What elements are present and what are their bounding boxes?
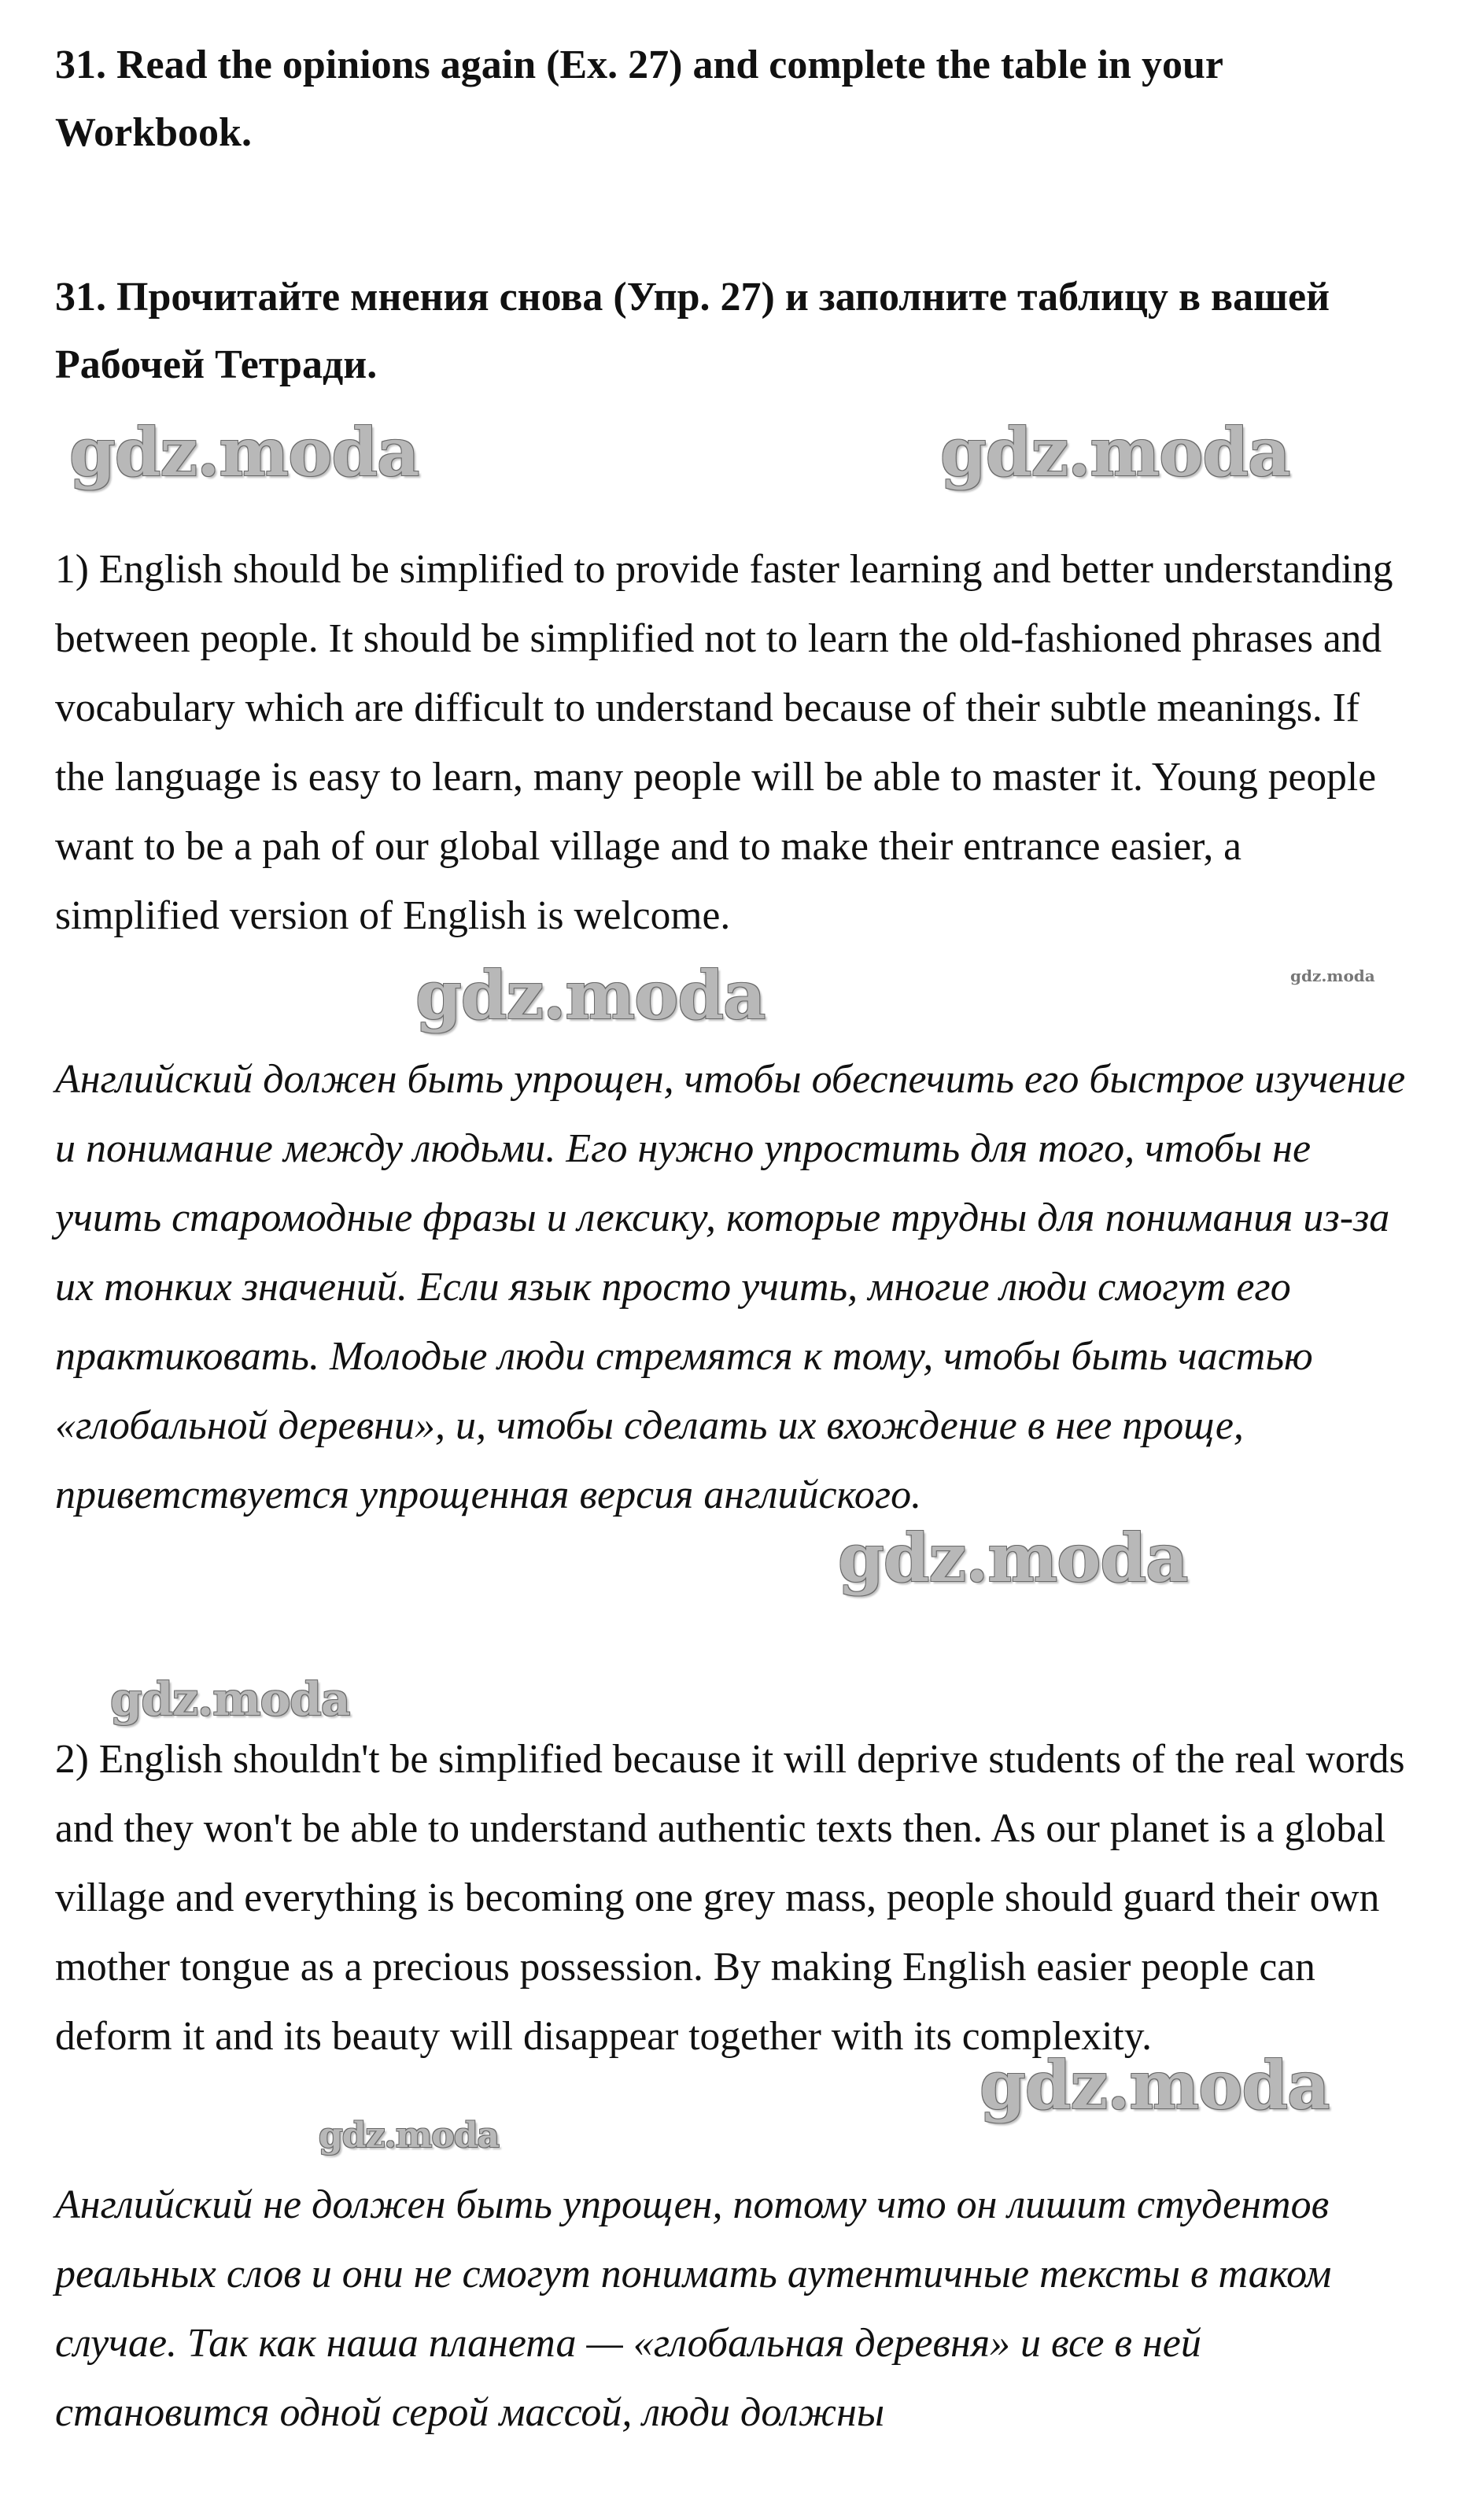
task-heading-ru: 31. Прочитайте мнения снова (Упр. 27) и заполните таблицу в вашей Рабочей Тетради. xyxy=(55,275,1330,387)
opinion-1-russian: Английский должен быть упрощен, чтобы обеспечить его быстрое изучение и понимание между людьми. Его нужно упростить для того, чтобы не учить старомодные фразы и лексику, которые трудны для понимания из-за их тонких значений. Если язык просто учить, многие люди смогут его практиковать. Молодые люди стремятся к тому, чтобы быть частью «глобальной деревни», и, чтобы сделать их вхождение в нее проще, приветствуется упрощенная версия английского. xyxy=(55,1057,1406,1517)
opinion-2-russian: Английский не должен быть упрощен, потому что он лишит студентов реальных слов и они не смогут понимать аутентичные тексты в таком случае. Так как наша планета — «глобальная деревня» и все в ней становится одной серой массой, люди должны xyxy=(55,2182,1332,2435)
task-heading-en: 31. Read the opinions again (Ex. 27) and complete the table in your Workbook. xyxy=(55,42,1223,155)
watermark-logo: gdz.moda xyxy=(980,2046,1330,2124)
opinion-1-english: 1) English should be simplified to provide faster learning and better understanding between people. It should be simplified not to learn the old-fashioned phrases and vocabulary which are difficult to understand because of their subtle meanings. If the language is easy to learn, many people will be able to master it. Young people want to be a pah of our global village and to make their entrance easier, a simplified version of English is welcome. xyxy=(55,547,1393,938)
watermark-logo: gdz.moda xyxy=(69,413,419,491)
watermark-logo: gdz.moda xyxy=(319,2115,500,2156)
watermark-logo: gdz.moda xyxy=(415,956,766,1034)
watermark-logo: gdz.moda xyxy=(838,1519,1188,1597)
opinion-2-english: 2) English shouldn't be simplified because it will deprive students of the real words and they won't be able to understand authentic texts then. As our planet is a global village and everything is becoming one grey mass, people should guard their own mother tongue as a precious possession. By making English easier people can deform it and its beauty will disappear together with its complexity. xyxy=(55,1737,1405,2059)
watermark-logo: gdz.moda xyxy=(110,1672,350,1726)
watermark-logo: gdz.moda xyxy=(940,413,1290,491)
watermark-logo: gdz.moda xyxy=(1290,966,1375,985)
